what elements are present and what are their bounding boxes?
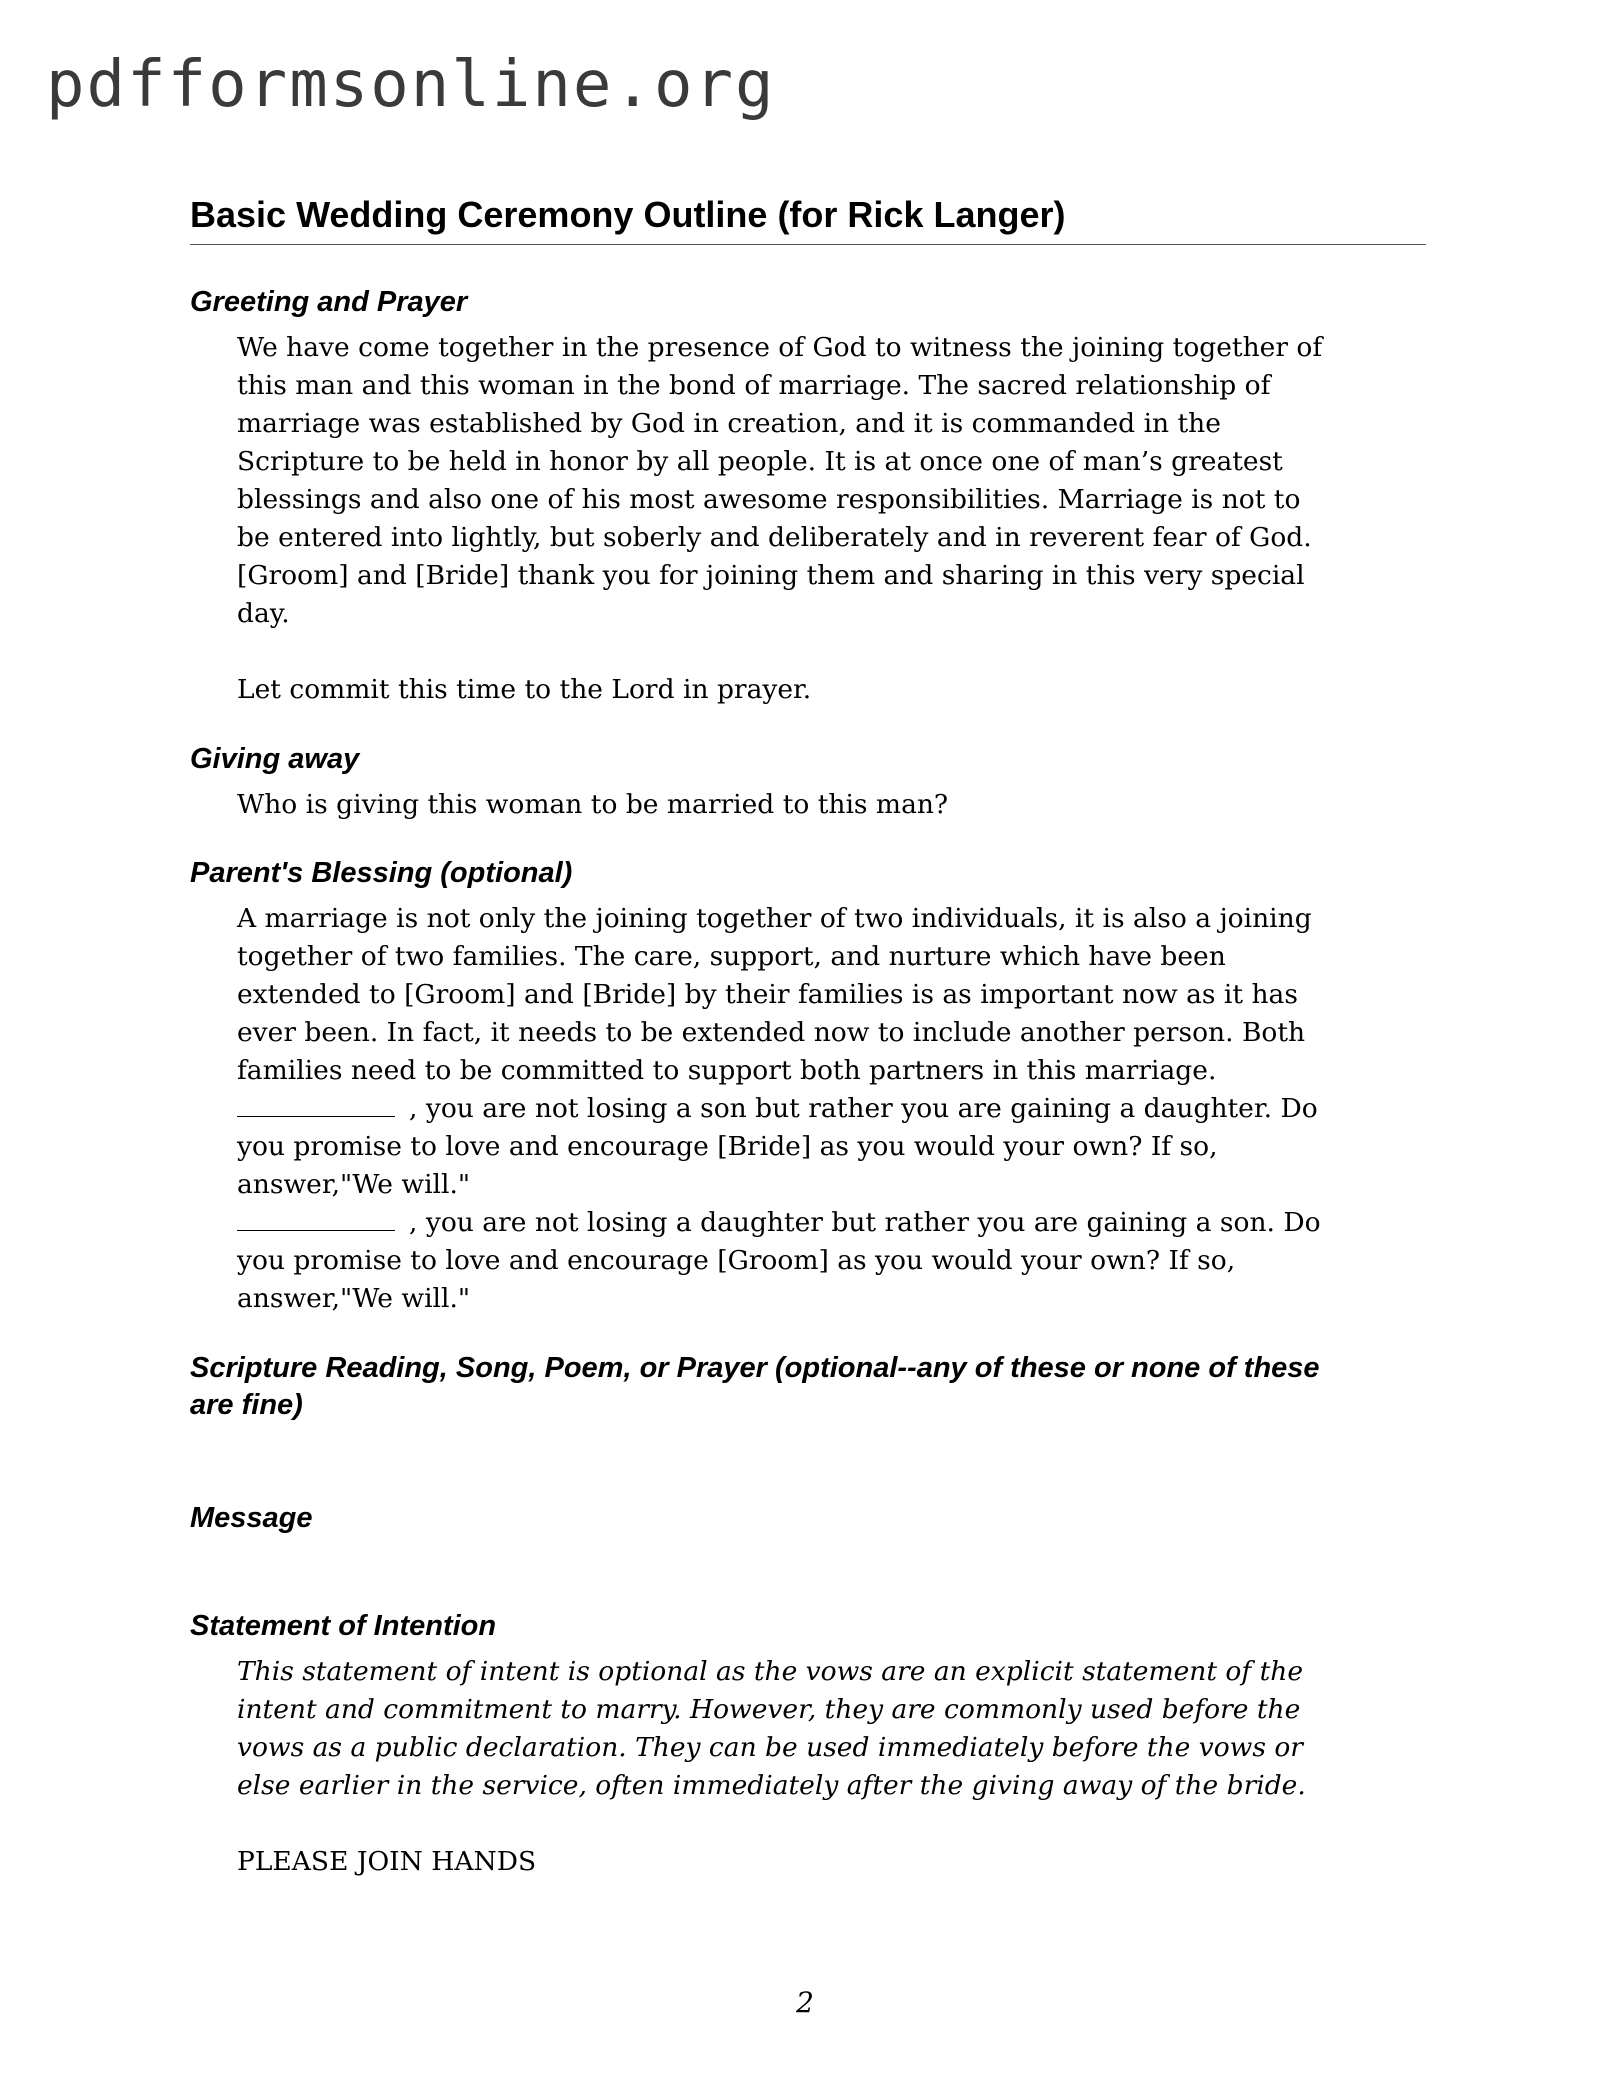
bride-parents-line <box>237 1204 1430 1242</box>
body-line: marriage was established by God in creation, and it is commanded in the <box>237 408 1221 439</box>
body-line: intent and commitment to marry. However, they are commonly used before the <box>237 1694 1301 1725</box>
section-giving-away <box>190 741 1430 824</box>
title-divider <box>190 244 1426 245</box>
section-heading: Statement of Intention <box>190 1610 497 1642</box>
section-body <box>237 900 1430 1318</box>
section-body <box>237 1653 1430 1805</box>
section-parents-blessing <box>190 855 1430 1318</box>
section-body <box>237 786 1430 824</box>
body-line: This statement of intent is optional as the vows are an explicit statement of the <box>237 1656 1304 1687</box>
section-scripture <box>190 1350 1430 1424</box>
body-line: else earlier in the service, often immediately after the giving away of the bride. <box>237 1770 1306 1801</box>
name-blank <box>237 1208 395 1231</box>
section-greeting <box>190 284 1430 709</box>
body-line: ever been. In fact, it needs to be extended now to include another person. Both <box>237 1017 1306 1048</box>
body-line-text: , you are not losing a son but rather you are gaining a daughter. Do <box>409 1093 1318 1124</box>
body-line: you promise to love and encourage [Groom] as you would your own? If so, <box>237 1245 1236 1276</box>
section-intention <box>190 1608 1430 1881</box>
section-heading-continued: are fine) <box>190 1389 303 1421</box>
body-line: day. <box>237 598 290 629</box>
name-blank <box>237 1094 395 1117</box>
body-line: Scripture to be held in honor by all people. It is at once one of man’s greatest <box>237 446 1283 477</box>
section-heading: Scripture Reading, Song, Poem, or Prayer (optional--any of these or none of these <box>190 1352 1320 1384</box>
body-line: We have come together in the presence of God to witness the joining together of <box>237 332 1323 363</box>
section-body <box>237 329 1430 709</box>
instruction-text <box>237 1843 1430 1881</box>
body-line: this man and this woman in the bond of marriage. The sacred relationship of <box>237 370 1271 401</box>
body-line: be entered into lightly, but soberly and deliberately and in reverent fear of God. <box>237 522 1312 553</box>
body-line: [Groom] and [Bride] thank you for joining them and sharing in this very special <box>237 560 1305 591</box>
body-line: together of two families. The care, support, and nurture which have been <box>237 941 1226 972</box>
body-line: Who is giving this woman to be married to this man? <box>237 789 949 820</box>
section-heading: Greeting and Prayer <box>190 286 468 318</box>
body-line: vows as a public declaration. They can be used immediately before the vows or <box>237 1732 1303 1763</box>
page-title: Basic Wedding Ceremony Outline (for Rick Langer) <box>190 194 1066 235</box>
body-line: answer,"We will." <box>237 1169 471 1200</box>
section-heading: Giving away <box>190 743 360 775</box>
body-line: answer,"We will." <box>237 1283 471 1314</box>
body-line: blessings and also one of his most awesome responsibilities. Marriage is not to <box>237 484 1301 515</box>
watermark: pdfformsonline.org <box>46 48 776 122</box>
section-heading: Message <box>190 1502 313 1534</box>
body-line: families need to be committed to support both partners in this marriage. <box>237 1055 1217 1086</box>
section-message <box>190 1500 1430 1537</box>
body-line: PLEASE JOIN HANDS <box>237 1846 537 1877</box>
page-number: 2 <box>796 1986 814 2019</box>
body-line-text: , you are not losing a daughter but rather you are gaining a son. Do <box>409 1207 1321 1238</box>
body-line: extended to [Groom] and [Bride] by their families is as important now as it has <box>237 979 1298 1010</box>
groom-parents-line <box>237 1090 1430 1128</box>
body-line: A marriage is not only the joining together of two individuals, it is also a joining <box>237 903 1312 934</box>
section-heading: Parent's Blessing (optional) <box>190 857 573 889</box>
prayer-line: Let commit this time to the Lord in prayer. <box>237 674 812 705</box>
body-line: you promise to love and encourage [Bride] as you would your own? If so, <box>237 1131 1218 1162</box>
